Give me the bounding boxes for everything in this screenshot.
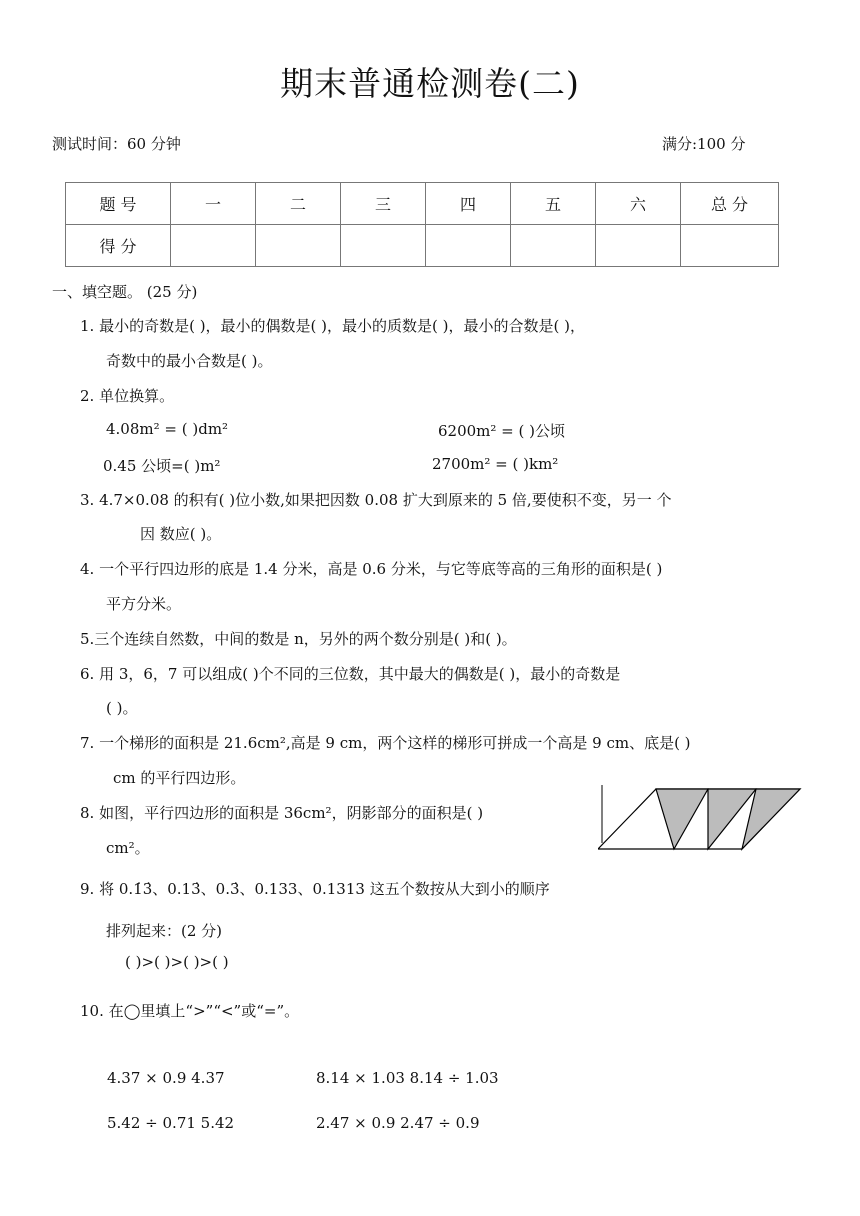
question-6-line-1: 6. 用 3，6，7 可以组成( )个不同的三位数，其中最大的偶数是( )，最小的奇数是 xyxy=(80,665,621,683)
question-4-line-2: 平方分米。 xyxy=(106,595,182,613)
question-8-line-2: cm²。 xyxy=(106,839,150,857)
full-score: 满分:100 分 xyxy=(662,135,746,153)
question-3-line-1: 3. 4.7×0.08 的积有( )位小数,如果把因数 0.08 扩大到原来的 5 倍,要使积不变，另一 个 xyxy=(80,491,672,509)
score-cell[interactable] xyxy=(511,225,596,267)
question-9-line-1: 9. 将 0.1̇3̇、0.13̇、0.3̇、0.133、0.1313 这五个数按从大到小的顺序 xyxy=(80,880,550,898)
question-4-line-1: 4. 一个平行四边形的底是 1.4 分米，高是 0.6 分米，与它等底等高的三角形的面积是( ) xyxy=(80,560,663,578)
question-2-item-a: 4.08m² = ( )dm² xyxy=(106,420,229,438)
question-10-item-b: 8.14 × 1.03 8.14 ÷ 1.03 xyxy=(316,1069,499,1087)
score-table-header: 一 xyxy=(171,183,256,225)
score-table-header: 四 xyxy=(426,183,511,225)
question-2-item-c: 0.45 公顷=( )m² xyxy=(103,457,221,475)
question-6-line-2: ( )。 xyxy=(106,699,138,717)
question-10-title: 10. 在◯里填上“>”“<”或“=”。 xyxy=(80,1002,300,1020)
score-table-header-row xyxy=(66,183,779,225)
score-cell[interactable] xyxy=(171,225,256,267)
question-2-item-b: 6200m² = ( )公顷 xyxy=(438,422,565,440)
question-3-line-2: 因 数应( )。 xyxy=(140,525,222,543)
question-1-line-1: 1. 最小的奇数是( )，最小的偶数是( )，最小的质数是( )，最小的合数是( )， xyxy=(80,317,585,335)
section-title: 一、填空题。 (25 分) xyxy=(52,283,198,301)
score-table-header: 题 号 xyxy=(66,183,171,225)
parallelogram-figure xyxy=(598,785,804,851)
score-cell[interactable] xyxy=(341,225,426,267)
score-cell[interactable] xyxy=(681,225,779,267)
question-10-item-c: 5.42 ÷ 0.71 5.42 xyxy=(107,1114,235,1132)
question-10-item-d: 2.47 × 0.9 2.47 ÷ 0.9 xyxy=(316,1114,480,1132)
question-7-line-1: 7. 一个梯形的面积是 21.6cm²,高是 9 cm，两个这样的梯形可拼成一个高是 9 cm、底是( ) xyxy=(80,734,691,752)
question-2-title: 2. 单位换算。 xyxy=(80,387,175,405)
page-title: 期末普通检测卷(二) xyxy=(280,64,580,103)
question-10-item-a: 4.37 × 0.9 4.37 xyxy=(107,1069,225,1087)
score-table xyxy=(65,182,779,267)
score-table-header: 二 xyxy=(256,183,341,225)
question-9-line-3: ( )>( )>( )>( ) xyxy=(125,953,229,971)
score-row-label: 得 分 xyxy=(66,225,171,267)
test-time: 测试时间：60 分钟 xyxy=(52,135,181,153)
score-table-header: 五 xyxy=(511,183,596,225)
score-table-header: 三 xyxy=(341,183,426,225)
score-cell[interactable] xyxy=(256,225,341,267)
question-2-item-d: 2700m² = ( )km² xyxy=(432,455,559,473)
score-table-header: 六 xyxy=(596,183,681,225)
question-9-line-2: 排列起来：(2 分) xyxy=(106,922,223,940)
score-cell[interactable] xyxy=(426,225,511,267)
question-1-line-2: 奇数中的最小合数是( )。 xyxy=(106,352,273,370)
question-5-line-1: 5.三个连续自然数，中间的数是 n，另外的两个数分别是( )和( )。 xyxy=(80,630,517,648)
question-7-line-2: cm 的平行四边形。 xyxy=(113,769,246,787)
score-table-score-row xyxy=(66,225,779,267)
score-cell[interactable] xyxy=(596,225,681,267)
question-8-line-1: 8. 如图，平行四边形的面积是 36cm²，阴影部分的面积是( ) xyxy=(80,804,484,822)
score-table-header: 总 分 xyxy=(681,183,779,225)
